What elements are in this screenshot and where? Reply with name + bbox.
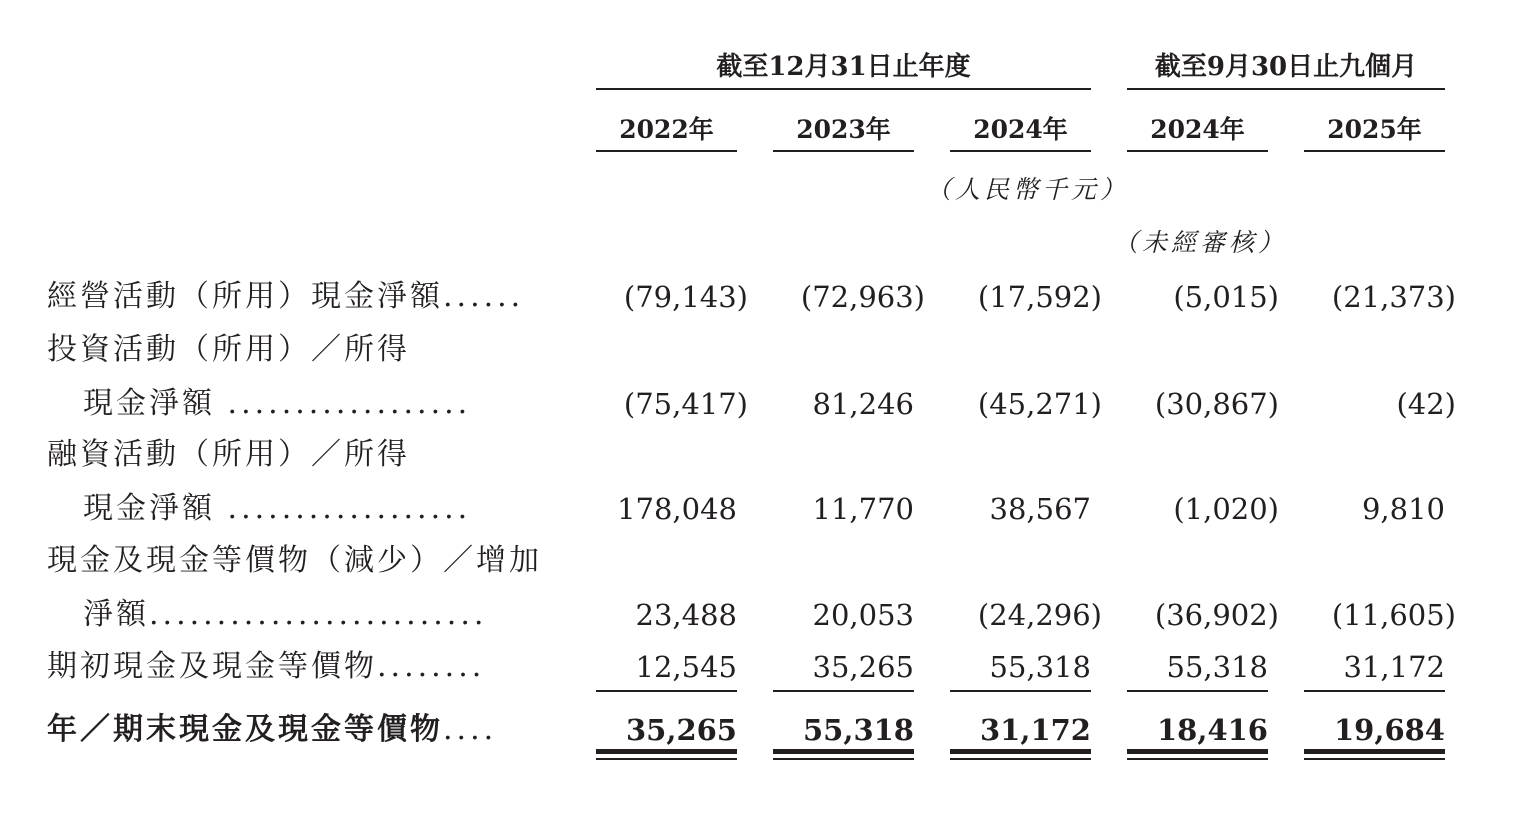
- group-header-nine-months-rule: [1127, 88, 1445, 90]
- double-underline-thick: [950, 749, 1091, 754]
- column-header-rule: [1304, 150, 1445, 152]
- column-header-2023: 2023年: [796, 115, 891, 144]
- value-cell: 55,318: [989, 650, 1091, 684]
- value-cell: (75,417): [623, 387, 748, 421]
- subtotal-rule: [1304, 690, 1445, 692]
- total-value-cell: 55,318: [803, 713, 914, 747]
- row-label-operating: 經營活動（所用）現金淨額......: [47, 279, 525, 314]
- value-cell: (11,605): [1331, 598, 1456, 632]
- value-cell: 55,318: [1166, 650, 1268, 684]
- value-cell: (42): [1396, 387, 1456, 421]
- value-cell: (79,143): [623, 280, 748, 314]
- row-label-net-change: 現金及現金等價物（減少）／增加: [47, 543, 542, 578]
- value-cell: 9,810: [1361, 492, 1445, 526]
- row-label-beginning: 期初現金及現金等價物........: [47, 649, 486, 684]
- double-underline-thin: [596, 758, 737, 760]
- dot-leader: ..................: [227, 386, 472, 421]
- column-header-rule: [1127, 150, 1268, 152]
- row-label-ending-total: 年／期末現金及現金等價物....: [47, 712, 498, 747]
- double-underline-thick: [773, 749, 914, 754]
- row-label-financing-cont: 現金淨額 ..................: [83, 491, 472, 526]
- column-header-2024-nine-months: 2024年: [1150, 115, 1245, 144]
- group-header-nine-months: 截至9月30日止九個月: [1154, 52, 1418, 82]
- value-cell: 38,567: [989, 492, 1091, 526]
- row-label-investing-cont: 現金淨額 ..................: [83, 386, 472, 421]
- unaudited-note: （未經審核）: [1113, 228, 1288, 257]
- double-underline-thin: [773, 758, 914, 760]
- value-cell: 12,545: [635, 650, 737, 684]
- column-header-2025: 2025年: [1327, 115, 1422, 144]
- double-underline-thin: [1127, 758, 1268, 760]
- value-cell: (17,592): [977, 280, 1102, 314]
- column-header-rule: [950, 150, 1091, 152]
- total-value-cell: 35,265: [626, 713, 737, 747]
- value-cell: 31,172: [1343, 650, 1445, 684]
- row-label-financing: 融資活動（所用）／所得: [47, 437, 410, 472]
- total-value-cell: 18,416: [1157, 713, 1268, 747]
- dot-leader: .........................: [149, 597, 488, 632]
- dot-leader: ..................: [227, 491, 472, 526]
- double-underline-thin: [950, 758, 1091, 760]
- value-cell: (72,963): [800, 280, 925, 314]
- value-cell: (24,296): [977, 598, 1102, 632]
- dot-leader: ......: [443, 279, 525, 314]
- value-cell: (1,020): [1173, 492, 1279, 526]
- column-header-rule: [596, 150, 737, 152]
- value-cell: 35,265: [812, 650, 914, 684]
- value-cell: 178,048: [617, 492, 737, 526]
- value-cell: 81,246: [812, 387, 914, 421]
- value-cell: 23,488: [635, 598, 737, 632]
- column-header-2022: 2022年: [619, 115, 714, 144]
- value-cell: (5,015): [1173, 280, 1279, 314]
- double-underline-thin: [1304, 758, 1445, 760]
- double-underline-thick: [1304, 749, 1445, 754]
- value-cell: (45,271): [977, 387, 1102, 421]
- column-header-2024-annual: 2024年: [973, 115, 1068, 144]
- total-value-cell: 19,684: [1334, 713, 1445, 747]
- total-value-cell: 31,172: [980, 713, 1091, 747]
- subtotal-rule: [950, 690, 1091, 692]
- subtotal-rule: [1127, 690, 1268, 692]
- value-cell: 20,053: [812, 598, 914, 632]
- dot-leader: ....: [443, 712, 498, 747]
- value-cell: (36,902): [1154, 598, 1279, 632]
- unit-note: （人民幣千元）: [926, 175, 1130, 204]
- value-cell: (21,373): [1331, 280, 1456, 314]
- row-label-investing: 投資活動（所用）／所得: [47, 332, 410, 367]
- dot-leader: ........: [377, 649, 486, 684]
- value-cell: (30,867): [1154, 387, 1279, 421]
- double-underline-thick: [1127, 749, 1268, 754]
- column-header-rule: [773, 150, 914, 152]
- group-header-annual-rule: [596, 88, 1091, 90]
- subtotal-rule: [596, 690, 737, 692]
- group-header-annual: 截至12月31日止年度: [716, 52, 971, 82]
- subtotal-rule: [773, 690, 914, 692]
- row-label-net-change-cont: 淨額.........................: [83, 597, 488, 632]
- value-cell: 11,770: [812, 492, 914, 526]
- double-underline-thick: [596, 749, 737, 754]
